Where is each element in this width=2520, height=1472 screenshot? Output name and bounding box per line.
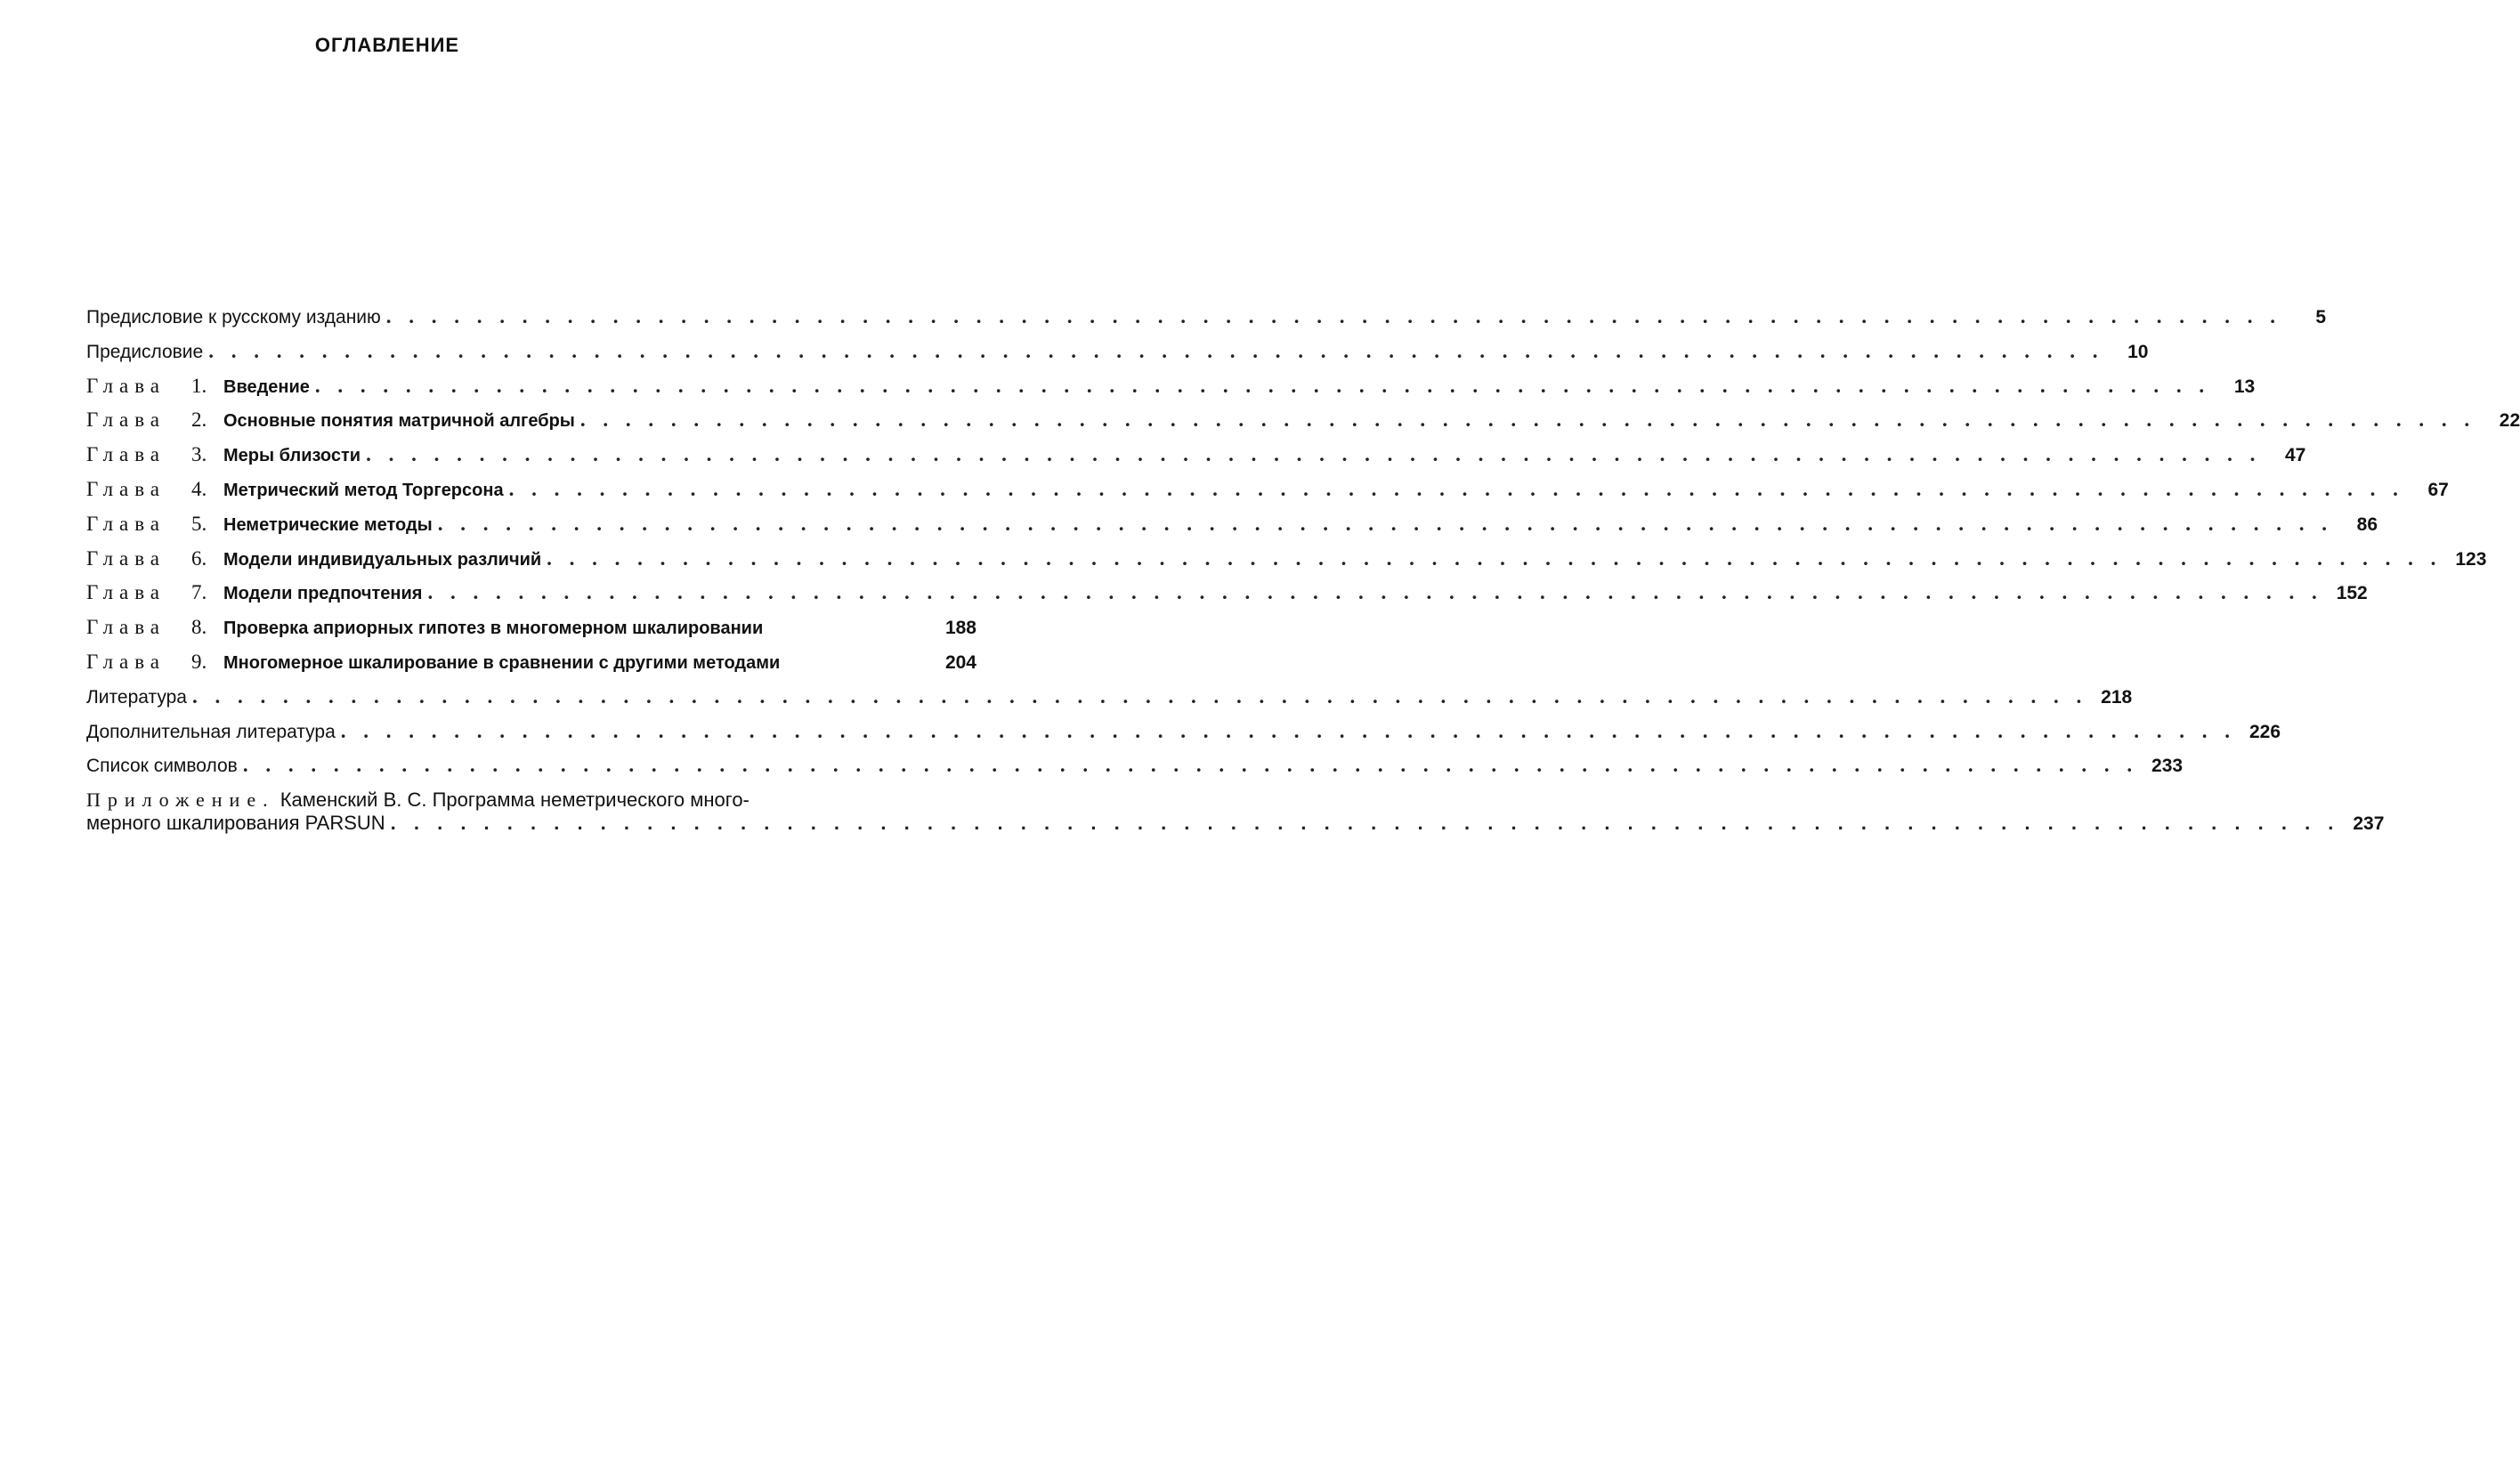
toc-dot-leader: . . . . . . . . . . . . . . . . . . . . . . . . . . . . . . . . . . . . . . . . . . . . . . . . . . . . . . . . . . . . . . . . . . . . . . . . . . . . . . . . . . . . xyxy=(547,546,2443,570)
toc-dot-leader: . . . . . . . . . . . . . . . . . . . . . . . . . . . . . . . . . . . . . . . . . . . . . . . . . . . . . . . . . . . . . . . . . . . . . . . . . . . . . . . . . . . . xyxy=(427,581,2323,604)
toc-page-number: 47 xyxy=(2285,445,2306,466)
toc-page-number: 233 xyxy=(2151,756,2184,777)
toc-entry-title: Проверка априорных гипотез в многомерном шкалировании xyxy=(223,619,764,639)
table-of-contents xyxy=(86,305,2520,836)
page-title: ОГЛАВЛЕНИЕ xyxy=(314,34,460,56)
toc-entry-title: Многомерное шкалирование в сравнении с другими методами xyxy=(223,652,781,673)
toc-entry xyxy=(86,616,976,651)
toc-dot-leader: . . . . . . . . . . . . . . . . . . . . . . . . . . . . . . . . . . . . . . . . . . . . . . . . . . . . . . . . . . . . . . . . . . . . . . . . . . . . . . . . . . . . xyxy=(366,443,2262,466)
toc-dot-leader: . . . . . . . . . . . . . . . . . . . . . . . . . . . . . . . . . . . . . . . . . . . . . . . . . . . . . . . . . . . . . . . . . . . . . . . . . . . . . . . . . . . . xyxy=(191,684,2088,708)
toc-entry-label xyxy=(86,547,541,571)
toc-entry-label xyxy=(86,478,504,502)
chapter-number: 9. xyxy=(191,650,207,673)
toc-entry-label xyxy=(86,651,780,675)
chapter-number: 8. xyxy=(191,616,207,639)
chapter-number: 5. xyxy=(191,512,207,535)
toc-dot-leader: . . . . . . . . . . . . . . . . . . . . . . . . . . . . . . . . . . . . . . . . . . . . . . . . . . . . . . . . . . . . . . . . . . . . . . . . . . . . . . . . . . . . xyxy=(242,754,2139,777)
toc-entry-label xyxy=(86,581,422,605)
chapter-number: 7. xyxy=(191,581,207,604)
toc-entry xyxy=(86,754,2184,789)
toc-page-number: 123 xyxy=(2455,548,2487,570)
toc-page-number: 5 xyxy=(2315,307,2327,328)
toc-entry-title: Основные понятия матричной алгебры xyxy=(223,411,575,432)
chapter-number: 3. xyxy=(191,443,207,466)
toc-entry-title: Метрический метод Торгерсона xyxy=(223,480,504,500)
chapter-prefix: Глава xyxy=(86,616,166,639)
toc-entry xyxy=(86,477,2449,513)
toc-page-number: 152 xyxy=(2336,583,2368,604)
toc-entry-title: Модели индивидуальных различий xyxy=(223,549,542,570)
toc-dot-leader: . . . . . . . . . . . . . . . . . . . . . . . . . . . . . . . . . . . . . . . . . . . . . . . . . . . . . . . . . . . . . . . . . . . . . . . . . . . . . . . . . . . . xyxy=(385,305,2282,328)
toc-page-number: 204 xyxy=(944,651,976,673)
toc-entry-label xyxy=(86,616,763,640)
toc-entry-title: Литература xyxy=(86,686,187,708)
toc-entry xyxy=(86,581,2368,616)
toc-entry-label xyxy=(86,443,361,467)
toc-dot-leader: . . . . . . . . . . . . . . . . . . . . . . . . . . . . . . . . . . . . . . . . . . . . . . . . . . . . . . . . . . . . . . . . . . . . . . . . . . . . . . . . . . . . xyxy=(508,477,2404,500)
toc-entry xyxy=(86,684,2133,720)
toc-entry-title: Меры близости xyxy=(223,446,361,466)
toc-page-number: 218 xyxy=(2101,686,2133,708)
toc-entry xyxy=(86,443,2306,478)
toc-entry-title: Модели предпочтения xyxy=(223,584,423,604)
toc-dot-leader: . . . . . . . . . . . . . . . . . . . . . . . . . . . . . . . . . . . . . . . . . . . . . . . . . . . . . . . . . . . . . . . . . . . . . . . . . . . . . . . . . . . . xyxy=(390,812,2340,835)
toc-dot-leader: . . . . . . . . . . . . . . . . . . . . . . . . . . . . . . . . . . . . . . . . . . . . . . . . . . . . . . . . . . . . . . . . . . . . . . . . . . . . . . . . . . . . xyxy=(314,374,2211,397)
toc-page-number: 188 xyxy=(944,618,976,639)
appendix-prefix: Приложение. xyxy=(86,789,275,812)
toc-entry-appendix xyxy=(86,789,2385,836)
toc-entry-label xyxy=(86,375,310,399)
appendix-line-2 xyxy=(86,812,2385,836)
chapter-number: 4. xyxy=(191,477,207,500)
toc-page-number: 237 xyxy=(2353,813,2385,835)
toc-entry-label xyxy=(86,408,575,433)
toc-entry xyxy=(86,374,2256,409)
appendix-title-line-1: Каменский В. С. Программа неметрического много- xyxy=(280,789,750,812)
toc-page-number: 10 xyxy=(2127,341,2149,362)
toc-entry xyxy=(86,651,976,685)
toc-entry xyxy=(86,719,2281,755)
appendix-line-1 xyxy=(86,789,976,812)
toc-entry-title: Предисловие xyxy=(86,341,204,362)
chapter-prefix: Глава xyxy=(86,650,166,673)
toc-page-number: 226 xyxy=(2249,721,2281,742)
chapter-prefix: Глава xyxy=(86,477,166,500)
toc-entry xyxy=(86,339,2149,375)
chapter-prefix: Глава xyxy=(86,581,166,604)
toc-entry xyxy=(86,305,2327,340)
chapter-prefix: Глава xyxy=(86,408,166,432)
toc-page-number: 13 xyxy=(2233,376,2256,397)
toc-entry-label xyxy=(86,513,433,537)
toc-page-number: 22 xyxy=(2499,410,2520,432)
toc-entry-title: Дополнительная литература xyxy=(86,721,336,742)
toc-entry-title: Предисловие к русскому изданию xyxy=(86,307,381,328)
toc-entry xyxy=(86,512,2378,547)
toc-entry-title: Введение xyxy=(223,376,310,397)
chapter-prefix: Глава xyxy=(86,374,166,397)
toc-dot-leader: . . . . . . . . . . . . . . . . . . . . . . . . . . . . . . . . . . . . . . . . . . . . . . . . . . . . . . . . . . . . . . . . . . . . . . . . . . . . . . . . . . . . xyxy=(208,339,2104,362)
chapter-prefix: Глава xyxy=(86,512,166,535)
chapter-number: 1. xyxy=(191,374,207,397)
toc-entry xyxy=(86,546,2487,582)
toc-entry-title: Неметрические методы xyxy=(223,514,433,535)
chapter-number: 6. xyxy=(191,546,207,570)
chapter-prefix: Глава xyxy=(86,443,166,466)
chapter-number: 2. xyxy=(191,408,207,432)
toc-page-number: 86 xyxy=(2356,514,2378,535)
toc-entry xyxy=(86,408,2520,443)
chapter-prefix: Глава xyxy=(86,546,166,570)
appendix-title-line-2: мерного шкалирования PARSUN xyxy=(86,812,385,835)
toc-page-number: 67 xyxy=(2427,479,2449,500)
toc-dot-leader: . . . . . . . . . . . . . . . . . . . . . . . . . . . . . . . . . . . . . . . . . . . . . . . . . . . . . . . . . . . . . . . . . . . . . . . . . . . . . . . . . . . . xyxy=(340,719,2237,742)
toc-entry-title: Список символов xyxy=(86,756,238,777)
toc-dot-leader: . . . . . . . . . . . . . . . . . . . . . . . . . . . . . . . . . . . . . . . . . . . . . . . . . . . . . . . . . . . . . . . . . . . . . . . . . . . . . . . . . . . . xyxy=(579,408,2476,432)
toc-dot-leader: . . . . . . . . . . . . . . . . . . . . . . . . . . . . . . . . . . . . . . . . . . . . . . . . . . . . . . . . . . . . . . . . . . . . . . . . . . . . . . . . . . . . xyxy=(437,512,2334,535)
